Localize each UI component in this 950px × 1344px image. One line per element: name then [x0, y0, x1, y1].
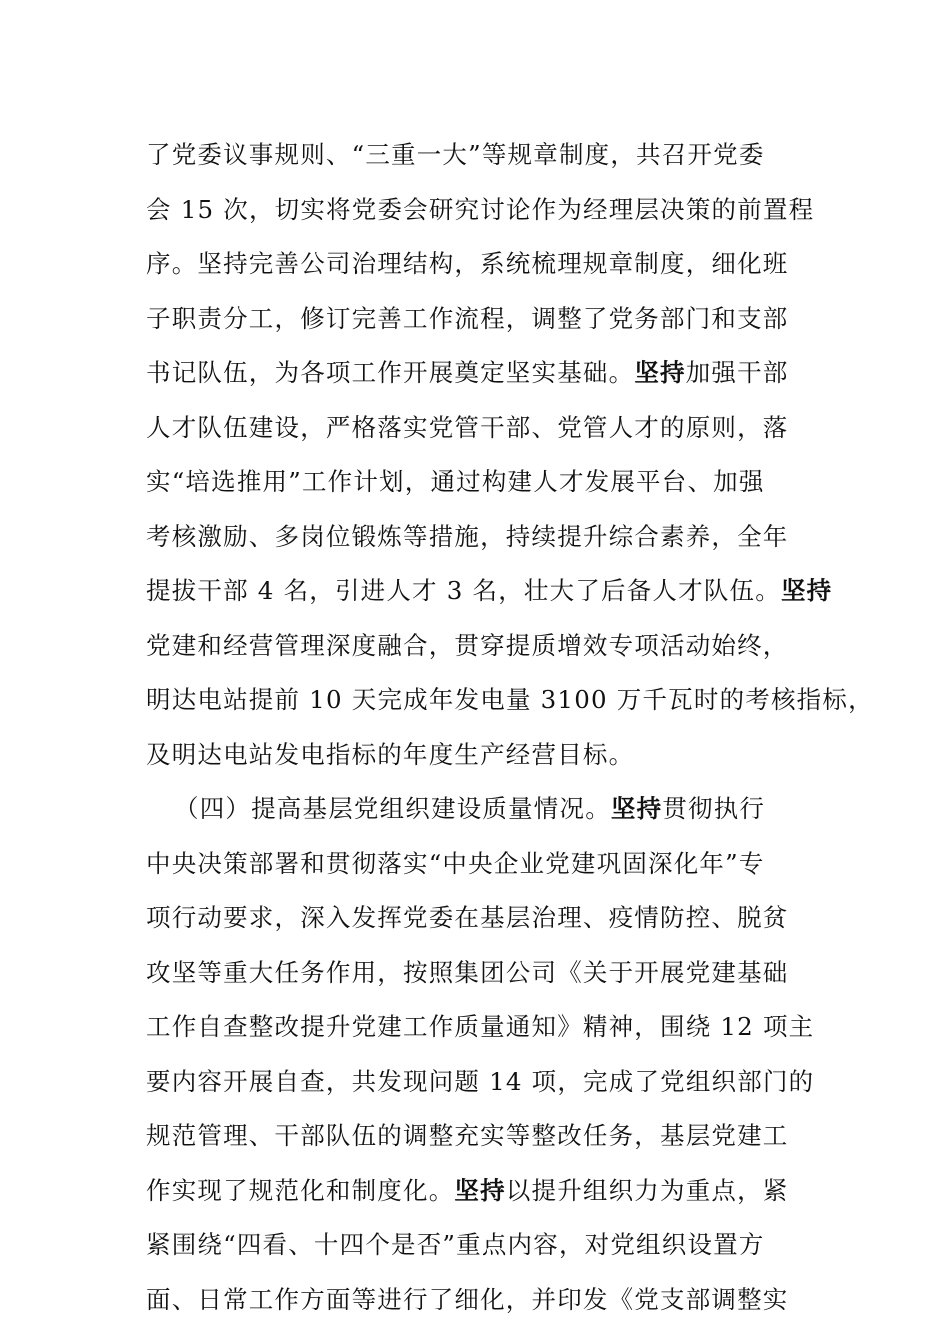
text-line — [146, 891, 826, 946]
text-line — [146, 564, 833, 619]
text-line — [146, 673, 874, 728]
text-run: 攻坚等重大任务作用，按照集团公司《关于开展党建基础 — [146, 957, 789, 987]
text-line — [146, 346, 826, 401]
text-line — [146, 1218, 826, 1273]
text-line — [146, 1109, 826, 1164]
text-line — [146, 1164, 826, 1219]
text-run: 明达电站提前 10 天完成年发电量 3100 万千瓦时的考核指标， — [146, 685, 874, 714]
text-run: 项行动要求，深入发挥党委在基层治理、疫情防控、脱贫 — [146, 903, 789, 932]
text-run: 要内容开展自查，共发现问题 14 项，完成了党组织部门的 — [146, 1066, 815, 1096]
text-line — [146, 237, 826, 292]
text-run: 中央决策部署和贯彻落实“中央企业党建巩固深化年”专 — [146, 848, 765, 878]
text-line — [146, 292, 826, 347]
text-run: 面、日常工作方面等进行了细化，并印发《党支部调整实 — [146, 1284, 789, 1314]
text-run: 了党委议事规则、“三重一大”等规章制度，共召开党委 — [146, 140, 765, 169]
text-run: 贯彻执行 — [662, 794, 766, 823]
text-run: 紧围绕“四看、十四个是否”重点内容，对党组织设置方 — [146, 1230, 765, 1259]
emphasis-text: 坚持 — [634, 358, 686, 387]
text-line — [146, 128, 826, 183]
text-line — [146, 455, 826, 510]
text-run: 规范管理、干部队伍的调整充实等整改任务，基层党建工 — [146, 1121, 789, 1150]
body-text — [146, 128, 874, 1327]
text-run: 作实现了规范化和制度化。 — [146, 1175, 455, 1205]
text-run: 考核激励、多岗位锻炼等措施，持续提升综合素养，全年 — [146, 521, 789, 551]
text-line — [146, 782, 826, 837]
text-line — [146, 183, 826, 238]
text-run: 加强干部 — [685, 358, 789, 387]
text-run: 党建和经营管理深度融合，贯穿提质增效专项活动始终， — [146, 630, 789, 660]
emphasis-text: 坚持 — [610, 794, 663, 823]
text-run: 工作自查整改提升党建工作质量通知》精神，围绕 12 项主 — [146, 1012, 815, 1041]
text-run: 书记队伍，为各项工作开展奠定坚实基础。 — [146, 358, 635, 387]
text-run: 会 15 次，切实将党委会研究讨论作为经理层决策的前置程 — [146, 194, 815, 224]
text-run: 序。坚持完善公司治理结构，系统梳理规章制度，细化班 — [146, 249, 789, 278]
text-run: 实“培选推用”工作计划，通过构建人才发展平台、加强 — [146, 467, 765, 496]
text-line — [146, 510, 826, 565]
text-line — [146, 837, 826, 892]
text-run: 子职责分工，修订完善工作流程，调整了党务部门和支部 — [146, 303, 789, 333]
text-run: 人才队伍建设，严格落实党管干部、党管人才的原则，落 — [146, 412, 789, 442]
text-run: （四）提高基层党组织建设质量情况。 — [174, 794, 611, 823]
text-line — [146, 1000, 826, 1055]
text-run: 提拔干部 4 名，引进人才 3 名，壮大了后备人才队伍。 — [146, 576, 781, 605]
emphasis-text: 坚持 — [454, 1175, 506, 1205]
text-line — [146, 619, 826, 674]
text-line — [146, 1055, 826, 1110]
text-line — [146, 1273, 826, 1328]
text-line — [146, 401, 826, 456]
text-line — [146, 728, 826, 783]
emphasis-text: 坚持 — [780, 576, 833, 605]
text-run: 以提升组织力为重点，紧 — [505, 1175, 789, 1205]
text-run: 及明达电站发电指标的年度生产经营目标。 — [146, 739, 635, 769]
text-line — [146, 946, 826, 1001]
